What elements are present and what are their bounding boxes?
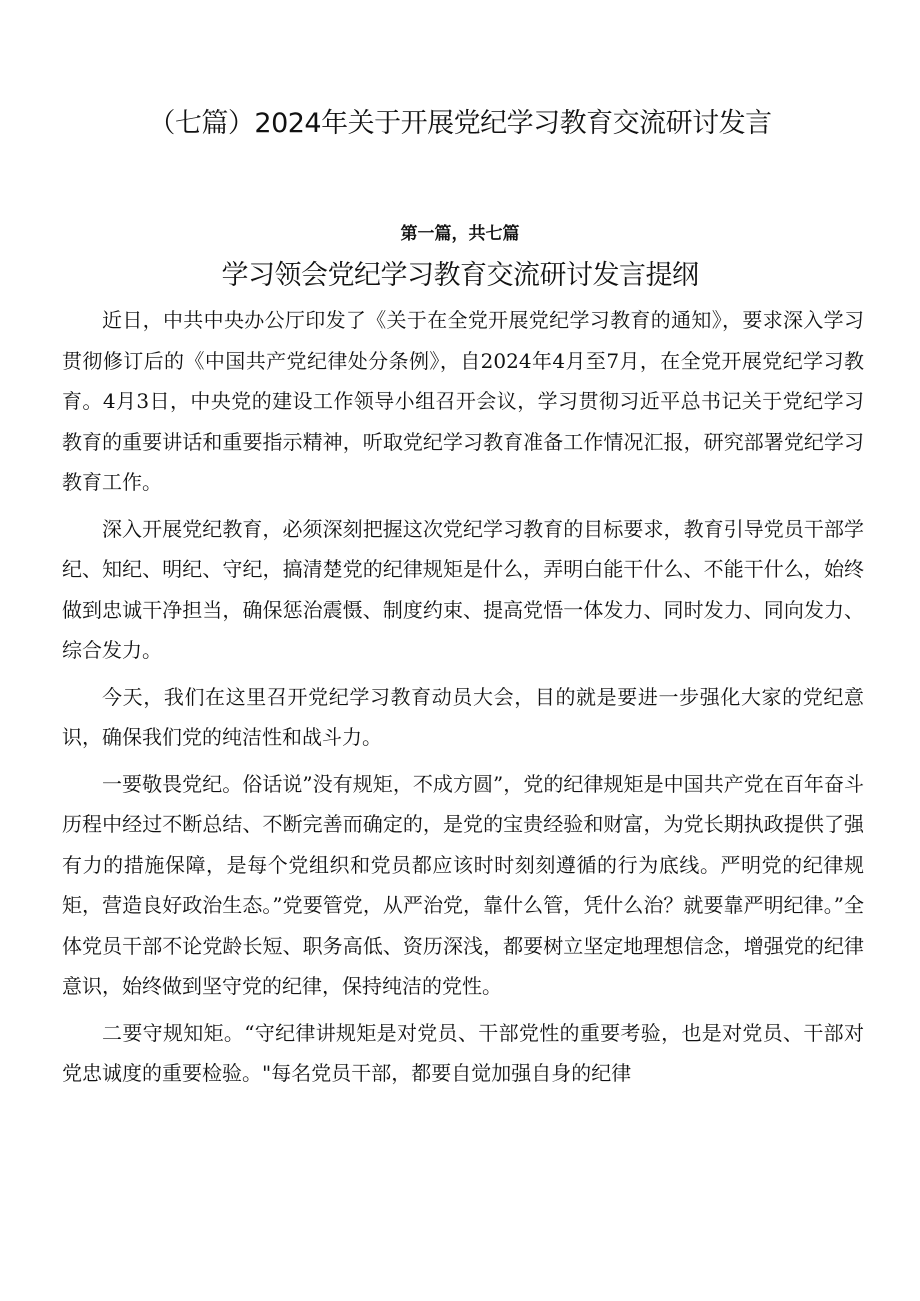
paragraph: 深入开展党纪教育，必须深刻把握这次党纪学习教育的目标要求，教育引导党员干部学纪、知纪、明纪、守纪，搞清楚党的纪律规矩是什么，弄明白能干什么、不能干什么，始终做到忠诚干净担当，确保惩治震慑、制度约束、提高党悟一体发力、同时发力、同向发力、综合发力。 (62, 516, 864, 662)
paragraph: 二要守规知矩。“守纪律讲规矩是对党员、干部党性的重要考验，也是对党员、干部对党忠诚度的重要检验。"每名党员干部，都要自觉加强自身的纪律 (62, 1020, 864, 1085)
document-body (62, 300, 864, 1100)
part-label: 第一篇，共七篇 (400, 224, 520, 244)
paragraph: 今天，我们在这里召开党纪学习教育动员大会，目的就是要进一步强化大家的党纪意识，确保我们党的纯洁性和战斗力。 (62, 684, 864, 749)
paragraph: 一要敬畏党纪。俗话说”没有规矩，不成方圆”，党的纪律规矩是中国共产党在百年奋斗历程中经过不断总结、不断完善而确定的，是党的宝贵经验和财富，为党长期执政提供了强有力的措施保障，是每个党组织和党员都应该时时刻刻遵循的行为底线。严明党的纪律规矩，营造良好政治生态。”党要管党，从严治党，靠什么管，凭什么治？就要靠严明纪律。”全体党员干部不论党龄长短、职务高低、资历深浅，都要树立坚定地理想信念，增强党的纪律意识，始终做到坚守党的纪律，保持纯洁的党性。 (62, 771, 864, 998)
paragraph: 近日，中共中央办公厅印发了《关于在全党开展党纪学习教育的通知》，要求深入学习贯彻修订后的《中国共产党纪律处分条例》，自2024年4月至7月，在全党开展党纪学习教育。4月3日，中央党的建设工作领导小组召开会议，学习贯彻习近平总书记关于党纪学习教育的重要讲话和重要指示精神，听取党纪学习教育准备工作情况汇报，研究部署党纪学习教育工作。 (62, 308, 864, 494)
section-title: 学习领会党纪学习教育交流研讨发言提纲 (221, 260, 699, 291)
document-title: （七篇）2024年关于开展党纪学习教育交流研讨发言 (148, 108, 772, 139)
